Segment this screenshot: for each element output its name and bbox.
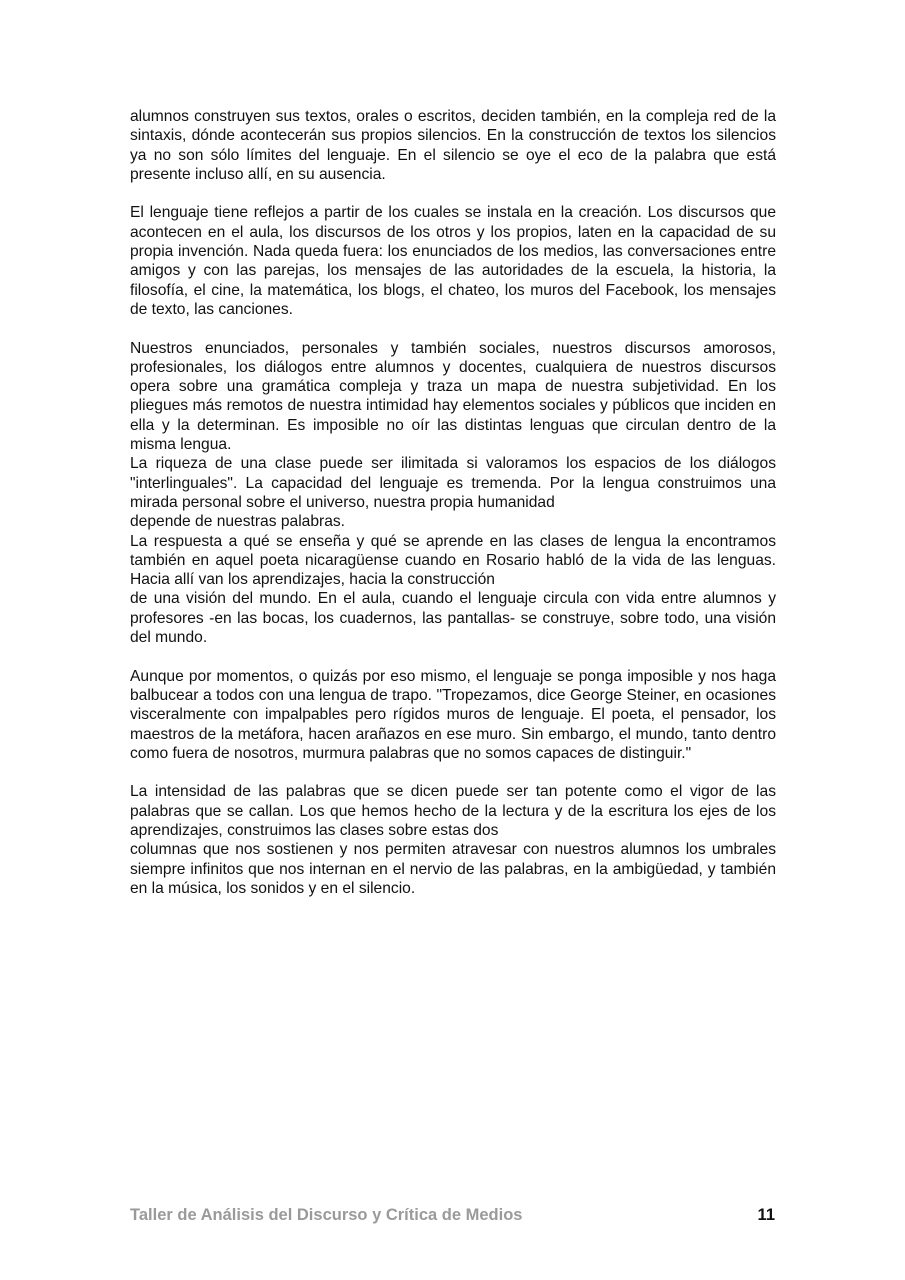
page-number: 11: [757, 1206, 775, 1224]
paragraph: depende de nuestras palabras.: [130, 513, 346, 531]
paragraph: La riqueza de una clase puede ser ilimitada si valoramos los espacios de los diálogos "interlinguales". La capacidad del lenguaje es tremenda. Por la lengua construimos una mirada personal sobre el universo, nuestra propia humanidad: [130, 455, 776, 511]
paragraph: La intensidad de las palabras que se dicen puede ser tan potente como el vigor de las palabras que se callan. Los que hemos hecho de la lectura y de la escritura los ejes de los aprendizajes, construimos las clases sobre estas dos: [130, 783, 776, 839]
paragraph: Aunque por momentos, o quizás por eso mismo, el lenguaje se ponga imposible y nos haga balbucear a todos con una lengua de trapo. "Tropezamos, dice George Steiner, en ocasiones visceralmente con impalpables pero rígidos muros de lenguaje. El poeta, el pensador, los maestros de la metáfora, hacen arañazos en ese muro. Sin embargo, el mundo, tanto dentro como fuera de nosotros, murmura palabras que no somos capaces de distinguir.": [130, 667, 776, 762]
paragraph: El lenguaje tiene reflejos a partir de los cuales se instala en la creación. Los discursos que acontecen en el aula, los discursos de los otros y los propios, laten en la capacidad de su propia invención. Nada queda fuera: los enunciados de los medios, las conversaciones entre amigos y con las parejas, los mensajes de las autoridades de la escuela, la historia, la filosofía, el cine, la matemática, los blogs, el chateo, los muros del Facebook, los mensajes de texto, las canciones.: [130, 204, 776, 318]
paragraph: La respuesta a qué se enseña y qué se aprende en las clases de lengua la encontramos también en aquel poeta nicaragüense cuando en Rosario habló de la vida de las lenguas. Hacia allí van los aprendizajes, hacia la construcción: [130, 532, 776, 589]
paragraph: columnas que nos sostienen y nos permiten atravesar con nuestros alumnos los umbrales siempre infinitos que nos internan en el nervio de las palabras, en la ambigüedad, y también en la música, los sonidos y en el silencio.: [130, 841, 776, 897]
body-text: [130, 107, 776, 898]
paragraph: Nuestros enunciados, personales y también sociales, nuestros discursos amorosos, profesionales, los diálogos entre alumnos y docentes, cualquiera de nuestros discursos opera sobre una gramática compleja y traza un mapa de nuestra subjetividad. En los pliegues más remotos de nuestra intimidad hay elementos sociales y públicos que inciden en ella y la determinan. Es imposible no oír las distintas lenguas que circulan dentro de la misma lengua.: [130, 339, 776, 454]
paragraph: alumnos construyen sus textos, orales o escritos, deciden también, en la compleja red de la sintaxis, dónde acontecerán sus propios silencios. En la construcción de textos los silencios ya no son sólo límites del lenguaje. En el silencio se oye el eco de la palabra que está presente incluso allí, en su ausencia.: [130, 108, 776, 183]
paragraph: de una visión del mundo. En el aula, cuando el lenguaje circula con vida entre alumnos y profesores -en las bocas, los cuadernos, las pantallas- se construye, sobre todo, una visión del mundo.: [130, 590, 776, 647]
footer-title: Taller de Análisis del Discurso y Crítica de Medios: [130, 1206, 523, 1224]
